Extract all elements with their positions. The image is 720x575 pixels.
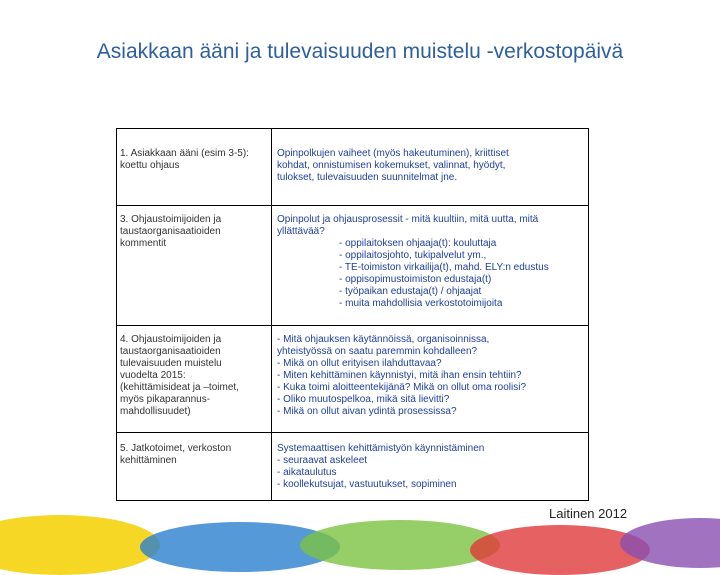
table-row-4-content: Systemaattisen kehittämistyön käynnistäminen - seuraavat askeleet - aikataulutus - koollekutsujat, vastuutukset, sopiminen: [277, 443, 485, 490]
decor-blob-green: [300, 520, 500, 570]
table-row-2-label: 3. Ohjaustoimijoiden ja taustaorganisaatioiden kommentit: [120, 214, 222, 249]
table-row-divider: [117, 205, 588, 206]
table-row-1-label: 1. Asiakkaan ääni (esim 3-5): koettu ohjaus: [120, 148, 249, 171]
table-left-column: [117, 129, 272, 500]
decor-blob-yellow: [0, 515, 160, 575]
table-row-1-content: Opinpolkujen vaiheet (myös hakeutuminen), kriittiset kohdat, onnistumisen kokemukset, valinnat, hyödyt, tulokset, tulevaisuuden suunnitelmat jne.: [277, 148, 509, 183]
footer-author: Laitinen 2012: [549, 506, 628, 521]
table-row-divider: [117, 432, 588, 433]
table-row-4-label: 5. Jatkotoimet, verkoston kehittäminen: [120, 443, 232, 466]
slide-table-image: [116, 128, 589, 501]
table-row-2-content: Opinpolut ja ohjausprosessit - mitä kuultiin, mitä uutta, mitä yllättävää? - oppilaitoksen ohjaaja(t): kouluttaja - oppilaitosjohto, tukipalvelut ym., - TE-toimiston virkailija(t), mahd. ELY:n edustus - oppisopimustoimiston edustaja(t) - työpaikan edustaja(t) / ohjaajat - muita mahdollisia verkostotoimijoita: [277, 214, 549, 309]
table-row-3-content: - Mitä ohjauksen käytännöissä, organisoinnissa, yhteistyössä on saatu paremmin kohdalleen? - Mikä on ollut erityisen ilahduttavaa? - Miten kehittäminen käynnistyi, mitä ihan ensin tehtiin? - Kuka toimi aloitteentekijänä? Mikä on ollut oma roolisi? - Oliko muutospelkoa, mikä sitä lievitti? - Mikä on ollut aivan ydintä prosessissa?: [277, 334, 527, 417]
slide-title: Asiakkaan ääni ja tulevaisuuden muistelu -verkostopäivä: [96, 40, 624, 63]
table-row-3-label: 4. Ohjaustoimijoiden ja taustaorganisaatioiden tulevaisuuden muistelu vuodelta 2015: (kehittämisideat ja –toimet, myös pikaparannus- mahdollisuudet): [120, 334, 239, 417]
table-right-column: [272, 129, 588, 500]
table-row-divider: [117, 325, 588, 326]
